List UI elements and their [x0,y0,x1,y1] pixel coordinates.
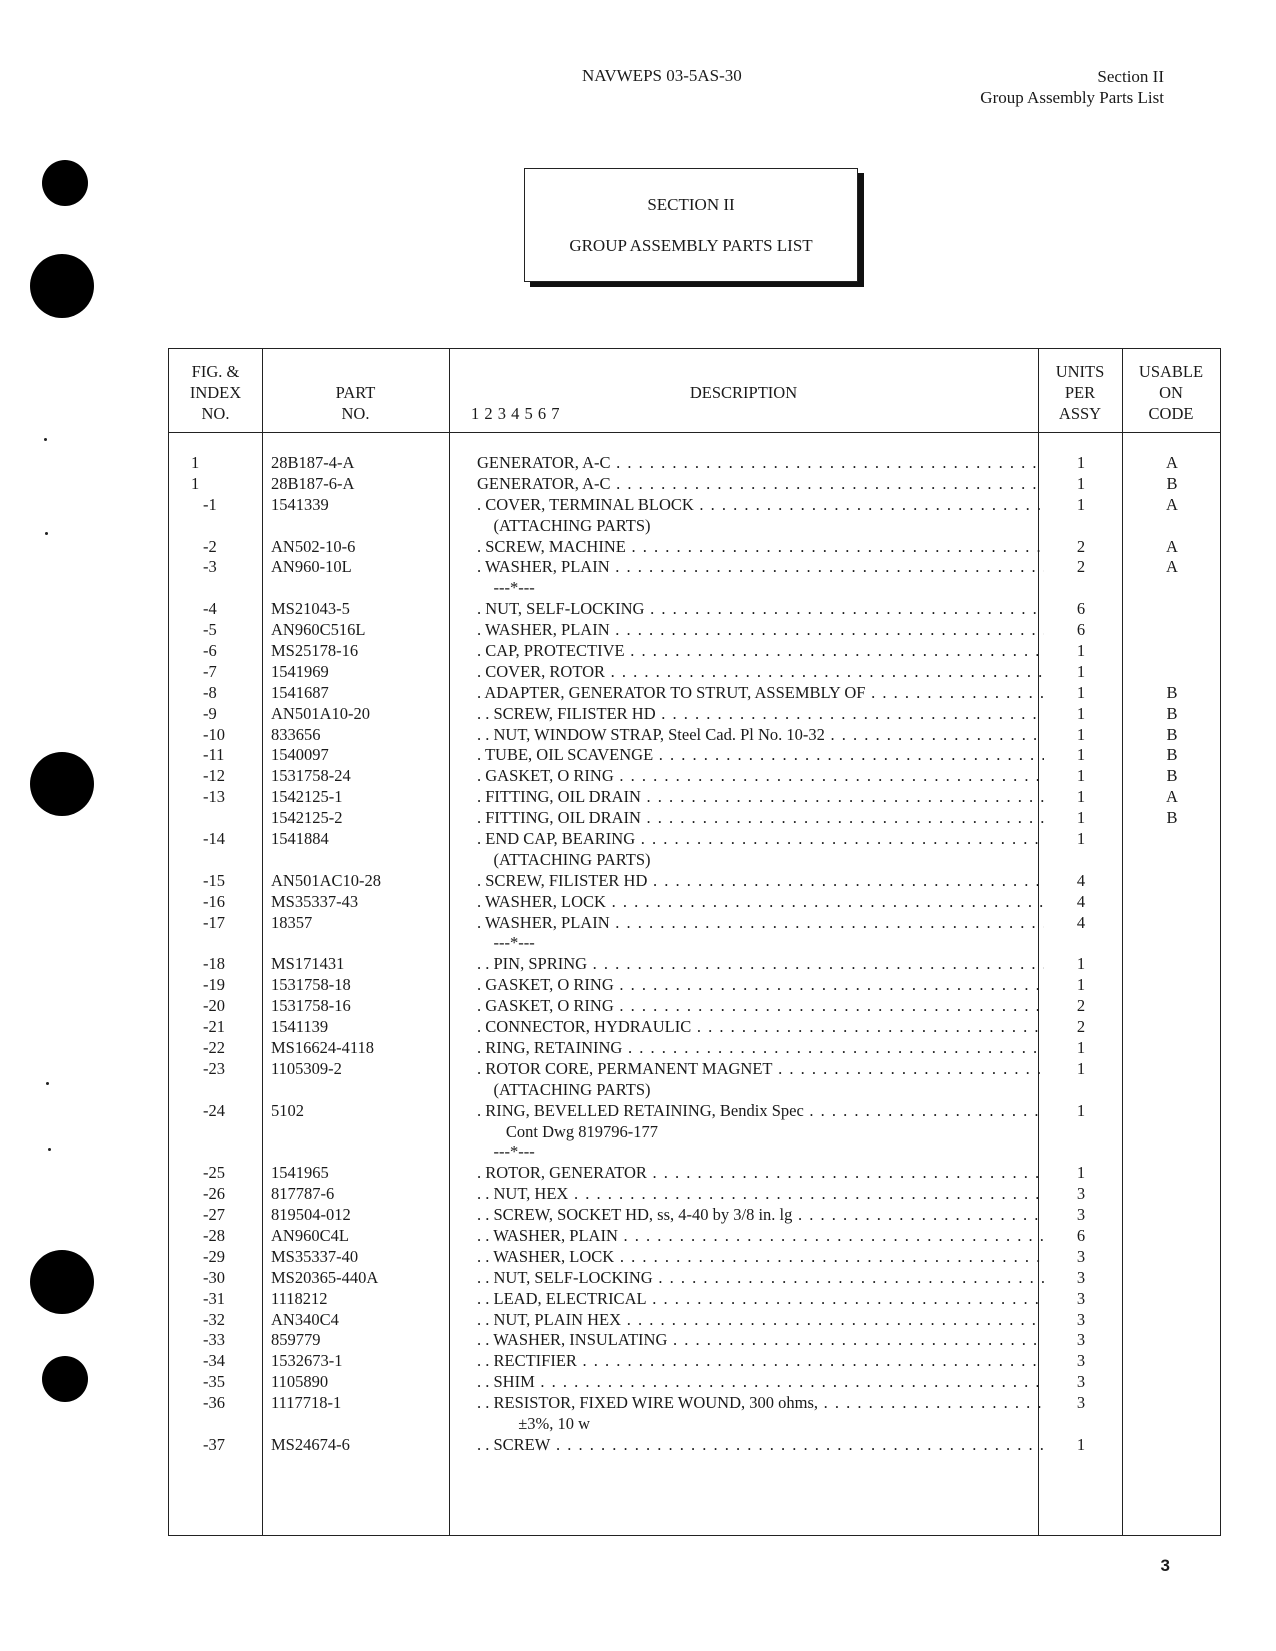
description-cell: (ATTACHING PARTS) [477,1079,651,1099]
table-row [169,933,1220,954]
units-per-assy-cell: 3 [1076,1351,1086,1371]
description-cell: ---*--- [477,578,535,598]
column-header-units: UNITS PER ASSY [1055,362,1105,423]
header-divider [169,432,1220,433]
column-header-description: DESCRIPTION [689,383,798,402]
speck [46,1082,49,1085]
units-per-assy-cell: 4 [1076,891,1086,911]
table-row: -34 1532673-1 . . RECTIFIER . . . 3 [169,1351,1220,1372]
description-cell: . . PIN, SPRING . . . [477,954,1044,975]
units-per-assy-cell: 4 [1076,912,1086,932]
column-header-code: USABLE ON CODE [1138,362,1204,423]
column-header-index: FIG. & INDEX NO. [189,362,242,423]
part-number-cell: 1105309-2 [271,1058,342,1078]
usable-on-code-cell: A [1166,536,1178,556]
part-number-cell: MS21043-5 [271,599,350,619]
description-cell: . WASHER, LOCK . . . [477,892,1044,913]
description-cell: . . NUT, PLAIN HEX . . . [477,1310,1044,1331]
units-per-assy-cell: 2 [1076,1017,1086,1037]
units-per-assy-cell: 1 [1076,1037,1086,1057]
table-row [169,1142,1220,1163]
description-cell: . ROTOR CORE, PERMANENT MAGNET . . . [477,1059,1044,1080]
part-number-cell: MS35337-43 [271,891,359,911]
units-per-assy-cell: 3 [1076,1267,1086,1287]
section-heading: SECTION II [647,195,735,214]
speck [44,438,47,441]
table-row: -35 1105890 . . SHIM . . . 3 [169,1372,1220,1393]
part-number-cell: AN960C4L [271,1225,349,1245]
table-row: -6 MS25178-16 . CAP, PROTECTIVE . . . 1 [169,641,1220,662]
table-row: -11 1540097 . TUBE, OIL SCAVENGE . . . 1 B [169,745,1220,766]
part-number-cell: 1541687 [271,682,329,702]
table-row: -18 MS171431 . . PIN, SPRING . . . 1 [169,954,1220,975]
table-row: -2 AN502-10-6 . SCREW, MACHINE . . . 2 A [169,537,1220,558]
units-per-assy-cell: 1 [1076,975,1086,995]
part-number-cell: AN501AC10-28 [271,870,381,890]
part-number-cell: MS24674-6 [271,1434,350,1454]
description-cell: . TUBE, OIL SCAVENGE . . . [477,745,1044,766]
table-row: -16 MS35337-43 . WASHER, LOCK . . . 4 [169,892,1220,913]
table-row: -27 819504-012 . . SCREW, SOCKET HD, ss, 4-40 by 3/8 in. lg . . . 3 [169,1205,1220,1226]
section-subheading: GROUP ASSEMBLY PARTS LIST [569,236,813,255]
usable-on-code-cell: B [1166,473,1178,493]
description-cell: ---*--- [477,1142,535,1162]
description-cell: . WASHER, PLAIN . . . [477,557,1044,578]
part-number-cell: 1540097 [271,745,329,765]
description-cell: . COVER, TERMINAL BLOCK . . . [477,495,1044,516]
units-per-assy-cell: 3 [1076,1288,1086,1308]
table-row: -8 1541687 . ADAPTER, GENERATOR TO STRUT, ASSEMBLY OF . . . 1 B [169,683,1220,704]
description-cell: . CAP, PROTECTIVE . . . [477,641,1044,662]
table-row [169,1414,1220,1435]
table-row: -25 1541965 . ROTOR, GENERATOR . . . 1 [169,1163,1220,1184]
table-row: -5 AN960C516L . WASHER, PLAIN . . . 6 [169,620,1220,641]
description-cell: . . WASHER, LOCK . . . [477,1247,1044,1268]
usable-on-code-cell: B [1166,745,1178,765]
description-cell: . . RESISTOR, FIXED WIRE WOUND, 300 ohms, . . . [477,1393,1044,1414]
usable-on-code-cell: A [1166,787,1178,807]
part-number-cell: AN501A10-20 [271,703,370,723]
table-row [169,1080,1220,1101]
units-per-assy-cell: 6 [1076,1225,1086,1245]
description-cell: GENERATOR, A-C . . . [477,453,1044,474]
table-row: -15 AN501AC10-28 . SCREW, FILISTER HD . . . 4 [169,871,1220,892]
description-cell: . FITTING, OIL DRAIN . . . [477,808,1044,829]
description-cell: . ROTOR, GENERATOR . . . [477,1163,1044,1184]
part-number-cell: 1541965 [271,1163,329,1183]
table-row: -17 18357 . WASHER, PLAIN . . . 4 [169,913,1220,934]
units-per-assy-cell: 3 [1076,1205,1086,1225]
description-cell: (ATTACHING PARTS) [477,849,651,869]
part-number-cell: 28B187-6-A [271,473,355,493]
description-cell: . WASHER, PLAIN . . . [477,913,1044,934]
description-cell: (ATTACHING PARTS) [477,515,651,535]
part-number-cell: 5102 [271,1100,304,1120]
usable-on-code-cell: B [1166,703,1178,723]
table-row: -3 AN960-10L . WASHER, PLAIN . . . 2 A [169,557,1220,578]
running-header [980,66,1164,108]
units-per-assy-cell: 1 [1076,494,1086,514]
part-number-cell: 1542125-1 [271,787,343,807]
table-row: -4 MS21043-5 . NUT, SELF-LOCKING . . . 6 [169,599,1220,620]
table-row: -28 AN960C4L . . WASHER, PLAIN . . . 6 [169,1226,1220,1247]
units-per-assy-cell: 1 [1076,453,1086,472]
table-row: -10 833656 . . NUT, WINDOW STRAP, Steel Cad. Pl No. 10-32 . . . 1 B [169,725,1220,746]
table-row: -22 MS16624-4118 . RING, RETAINING . . . 1 [169,1038,1220,1059]
parts-rows [169,453,1220,1456]
part-number-cell: 1118212 [271,1288,328,1308]
punch-hole [42,1356,88,1402]
part-number-cell: AN502-10-6 [271,536,356,556]
part-number-cell: AN960C516L [271,620,366,640]
table-row: -20 1531758-16 . GASKET, O RING . . . 2 [169,996,1220,1017]
table-row: -13 1542125-1 . FITTING, OIL DRAIN . . . 1 A [169,787,1220,808]
units-per-assy-cell: 1 [1076,473,1086,493]
part-number-cell: MS25178-16 [271,641,359,661]
description-cell: . FITTING, OIL DRAIN . . . [477,787,1044,808]
part-number-cell: MS171431 [271,954,345,974]
units-per-assy-cell: 3 [1076,1372,1086,1392]
table-row: -12 1531758-24 . GASKET, O RING . . . 1 B [169,766,1220,787]
description-cell: . GASKET, O RING . . . [477,766,1044,787]
units-per-assy-cell: 4 [1076,870,1086,890]
units-per-assy-cell: 1 [1076,1100,1086,1120]
part-number-cell: 1531758-18 [271,975,351,995]
description-cell: . CONNECTOR, HYDRAULIC . . . [477,1017,1044,1038]
part-number-cell: 1105890 [271,1372,329,1392]
page-number: 3 [1160,1556,1170,1575]
units-per-assy-cell: 1 [1076,703,1086,723]
table-row: -19 1531758-18 . GASKET, O RING . . . 1 [169,975,1220,996]
units-per-assy-cell: 1 [1076,1163,1086,1183]
usable-on-code-cell: B [1166,724,1178,744]
punch-hole [30,752,94,816]
table-row: -29 MS35337-40 . . WASHER, LOCK . . . 3 [169,1247,1220,1268]
units-per-assy-cell: 1 [1076,641,1086,661]
description-cell: ---*--- [477,933,535,953]
units-per-assy-cell: 1 [1076,724,1086,744]
table-row: -30 MS20365-440A . . NUT, SELF-LOCKING . . . 3 [169,1268,1220,1289]
description-cell: . SCREW, FILISTER HD . . . [477,871,1044,892]
part-number-cell: 1117718-1 [271,1393,342,1413]
part-number-cell: 833656 [271,724,321,744]
table-row [169,578,1220,599]
table-row: 1 28B187-4-A GENERATOR, A-C . . . 1 A [169,453,1220,474]
part-number-cell: 817787-6 [271,1184,335,1204]
section-label: Section II [1097,67,1164,86]
description-cell: . . SHIM . . . [477,1372,1044,1393]
units-per-assy-cell: 3 [1076,1246,1086,1266]
units-per-assy-cell: 2 [1076,536,1086,556]
table-row: -14 1541884 . END CAP, BEARING . . . 1 [169,829,1220,850]
table-row [169,516,1220,537]
description-cell: . NUT, SELF-LOCKING . . . [477,599,1044,620]
table-row [169,808,1220,829]
table-row: -36 1117718-1 . . RESISTOR, FIXED WIRE WOUND, 300 ohms, . . . 3 [169,1393,1220,1414]
table-row: -9 AN501A10-20 . . SCREW, FILISTER HD . . . 1 B [169,704,1220,725]
description-cell: . GASKET, O RING . . . [477,996,1044,1017]
table-row: -21 1541139 . CONNECTOR, HYDRAULIC . . . 2 [169,1017,1220,1038]
usable-on-code-cell: B [1166,682,1178,702]
description-cell: ±3%, 10 w [477,1413,591,1433]
part-number-cell: 1541969 [271,661,329,681]
description-cell: . . SCREW, SOCKET HD, ss, 4-40 by 3/8 in. lg . . . [477,1205,1044,1226]
units-per-assy-cell: 2 [1076,557,1086,577]
table-row: 1 28B187-6-A GENERATOR, A-C . . . 1 B [169,474,1220,495]
part-number-cell: 28B187-4-A [271,453,355,472]
description-cell: GENERATOR, A-C . . . [477,474,1044,495]
table-row: -31 1118212 . . LEAD, ELECTRICAL . . . 3 [169,1289,1220,1310]
description-cell: . WASHER, PLAIN . . . [477,620,1044,641]
punch-hole [42,160,88,206]
document-number: NAVWEPS 03-5AS-30 [582,66,742,85]
table-row: -1 1541339 . COVER, TERMINAL BLOCK . . . 1 A [169,495,1220,516]
description-cell: . ADAPTER, GENERATOR TO STRUT, ASSEMBLY OF . . . [477,683,1044,704]
table-row [169,1122,1220,1143]
speck [45,532,48,535]
table-row [169,850,1220,871]
punch-hole [30,1250,94,1314]
units-per-assy-cell: 2 [1076,996,1086,1016]
description-cell: . . RECTIFIER . . . [477,1351,1044,1372]
units-per-assy-cell: 3 [1076,1184,1086,1204]
description-cell: . SCREW, MACHINE . . . [477,537,1044,558]
part-number-cell: MS16624-4118 [271,1037,374,1057]
part-number-cell: 18357 [271,912,313,932]
part-number-cell: 1532673-1 [271,1351,343,1371]
units-per-assy-cell: 1 [1076,682,1086,702]
table-row: -23 1105309-2 . ROTOR CORE, PERMANENT MAGNET . . . 1 [169,1059,1220,1080]
description-cell: Cont Dwg 819796-177 [477,1121,659,1141]
part-number-cell: 1531758-24 [271,766,351,786]
table-row: -32 AN340C4 . . NUT, PLAIN HEX . . . 3 [169,1310,1220,1331]
part-number-cell: AN340C4 [271,1309,339,1329]
description-cell: . . NUT, WINDOW STRAP, Steel Cad. Pl No. 10-32 . . . [477,725,1044,746]
description-cell: . . SCREW . . . [477,1435,1044,1456]
description-cell: . . SCREW, FILISTER HD . . . [477,704,1044,725]
usable-on-code-cell: A [1166,557,1178,577]
units-per-assy-cell: 1 [1076,1434,1086,1454]
section-title-box [524,168,858,282]
part-number-cell: MS35337-40 [271,1246,359,1266]
usable-on-code-cell: A [1166,494,1178,514]
part-number-cell: 1541884 [271,829,329,849]
description-cell: . . WASHER, PLAIN . . . [477,1226,1044,1247]
table-row: -7 1541969 . COVER, ROTOR . . . 1 [169,662,1220,683]
description-cell: . END CAP, BEARING . . . [477,829,1044,850]
usable-on-code-cell: B [1166,808,1178,828]
units-per-assy-cell: 1 [1076,829,1086,849]
part-number-cell: 1541139 [271,1017,329,1037]
description-cell: . . NUT, SELF-LOCKING . . . [477,1268,1044,1289]
units-per-assy-cell: 1 [1076,787,1086,807]
table-row: -24 5102 . RING, BEVELLED RETAINING, Bendix Spec . . . 1 [169,1101,1220,1122]
description-cell: . . WASHER, INSULATING . . . [477,1330,1044,1351]
description-cell: . RING, RETAINING . . . [477,1038,1044,1059]
description-cell: . . NUT, HEX . . . [477,1184,1044,1205]
indent-level-scale: 1 2 3 4 5 6 7 [471,404,560,423]
units-per-assy-cell: 3 [1076,1309,1086,1329]
part-number-cell: 819504-012 [271,1205,351,1225]
usable-on-code-cell: B [1166,766,1178,786]
usable-on-code-cell: A [1166,453,1178,472]
punch-hole [30,254,94,318]
units-per-assy-cell: 3 [1076,1393,1086,1413]
column-header-part: PART NO. [335,383,376,423]
part-number-cell: MS20365-440A [271,1267,379,1287]
units-per-assy-cell: 6 [1076,620,1086,640]
units-per-assy-cell: 1 [1076,1058,1086,1078]
table-row: -33 859779 . . WASHER, INSULATING . . . 3 [169,1330,1220,1351]
description-cell: . GASKET, O RING . . . [477,975,1044,996]
part-number-cell: AN960-10L [271,557,352,577]
description-cell: . . LEAD, ELECTRICAL . . . [477,1289,1044,1310]
description-cell: . RING, BEVELLED RETAINING, Bendix Spec . . . [477,1101,1044,1122]
section-title: Group Assembly Parts List [980,88,1164,107]
speck [48,1148,51,1151]
units-per-assy-cell: 3 [1076,1330,1086,1350]
part-number-cell: 1531758-16 [271,996,351,1016]
units-per-assy-cell: 1 [1076,954,1086,974]
part-number-cell: 1541339 [271,494,329,514]
table-row: -26 817787-6 . . NUT, HEX . . . 3 [169,1184,1220,1205]
units-per-assy-cell: 1 [1076,661,1086,681]
table-row: -37 MS24674-6 . . SCREW . . . 1 [169,1435,1220,1456]
units-per-assy-cell: 6 [1076,599,1086,619]
part-number-cell: 1542125-2 [271,808,343,828]
parts-table [168,348,1221,1536]
description-cell: . COVER, ROTOR . . . [477,662,1044,683]
part-number-cell: 859779 [271,1330,321,1350]
units-per-assy-cell: 1 [1076,766,1086,786]
units-per-assy-cell: 1 [1076,808,1086,828]
units-per-assy-cell: 1 [1076,745,1086,765]
